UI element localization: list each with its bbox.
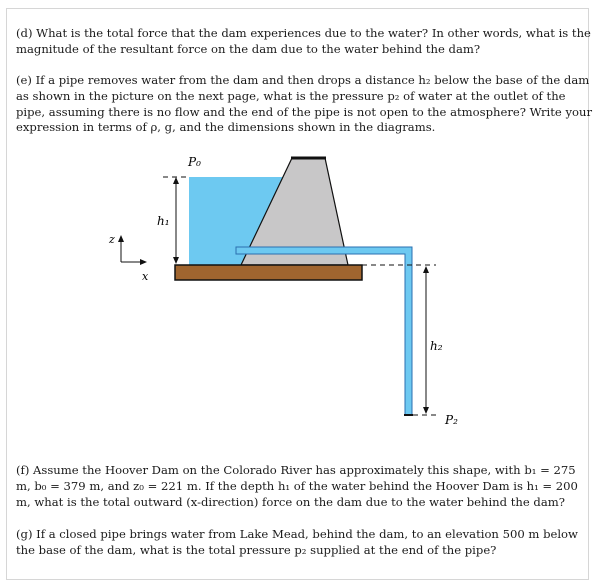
question-d-line: magnitude of the resultant force on the dam due to the water behind the dam?	[16, 41, 481, 56]
question-d-line: (d) What is the total force that the dam experiences due to the water? In other words, what is the	[16, 26, 591, 40]
h2-dimension-arrow	[423, 266, 429, 414]
ground-base	[175, 265, 362, 280]
label-z: z	[109, 233, 115, 246]
question-g	[16, 527, 578, 559]
question-e-line: as shown in the picture on the next page, what is the pressure p₂ of water at the outlet of the	[16, 88, 566, 103]
label-p2: P₂	[445, 413, 458, 427]
h1-dimension-arrow	[173, 177, 179, 264]
question-f-line: (f) Assume the Hoover Dam on the Colorado River has approximately this shape, with b₁ = 275	[16, 463, 576, 477]
label-p0: P₀	[188, 155, 201, 169]
question-f-line: m, what is the total outward (x-direction) force on the dam due to the water behind the dam?	[16, 494, 565, 509]
question-g-line: the base of the dam, what is the total pressure p₂ supplied at the end of the pipe?	[16, 542, 497, 557]
label-h2: h₂	[430, 339, 443, 353]
label-x: x	[142, 270, 149, 283]
question-e-line: (e) If a pipe removes water from the dam and then drops a distance h₂ below the base of the dam	[16, 73, 590, 87]
question-e-line: pipe, assuming there is no flow and the end of the pipe is not open to the atmosphere? Write your	[16, 104, 593, 119]
question-f-line: m, b₀ = 379 m, and z₀ = 221 m. If the depth h₁ of the water behind the Hoover Dam is h₁ = 200	[16, 478, 578, 493]
question-g-line: (g) If a closed pipe brings water from Lake Mead, behind the dam, to an elevation 500 m below	[16, 527, 578, 541]
label-h1: h₁	[157, 214, 170, 228]
question-e-line: expression in terms of ρ, g, and the dimensions shown in the diagrams.	[16, 120, 436, 135]
question-f	[16, 463, 578, 510]
coordinate-axes	[118, 235, 147, 265]
